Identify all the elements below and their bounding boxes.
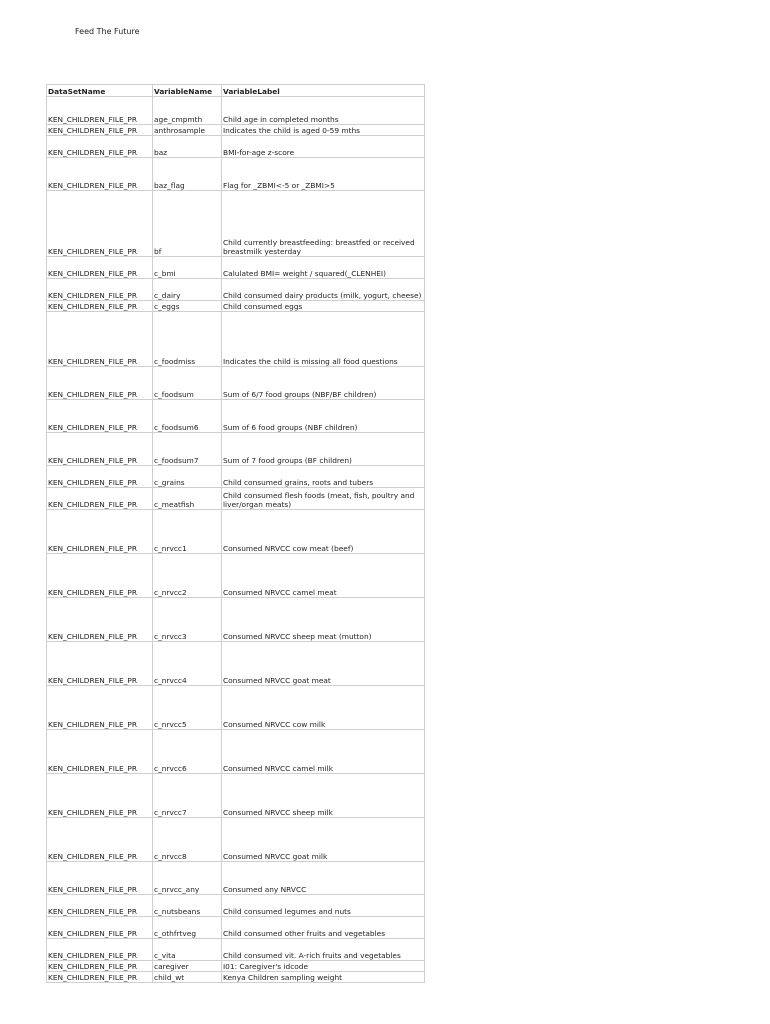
column-header-variable: VariableName [153,85,222,97]
variable-label-cell: Child consumed flesh foods (meat, fish, poultry and liver/organ meats) [222,488,425,510]
variable-label-cell: Consumed NRVCC camel meat [222,554,425,598]
dataset-cell: KEN_CHILDREN_FILE_PR [47,136,153,158]
table-row [47,136,425,158]
variable-name-cell: c_vita [153,939,222,961]
table-row [47,730,425,774]
variable-name-cell: baz_flag [153,158,222,191]
dataset-cell: KEN_CHILDREN_FILE_PR [47,862,153,895]
table-row [47,400,425,433]
variable-name-cell: c_nutsbeans [153,895,222,917]
table-row [47,312,425,367]
table-row [47,367,425,400]
dataset-cell: KEN_CHILDREN_FILE_PR [47,125,153,136]
dataset-cell: KEN_CHILDREN_FILE_PR [47,488,153,510]
dataset-cell: KEN_CHILDREN_FILE_PR [47,279,153,301]
variable-label-cell: Indicates the child is missing all food questions [222,312,425,367]
variable-label-cell: Consumed NRVCC goat milk [222,818,425,862]
variable-name-cell: c_meatfish [153,488,222,510]
table-row [47,774,425,818]
variable-name-cell: c_nrvcc1 [153,510,222,554]
variable-name-cell: age_cmpmth [153,97,222,125]
dataset-cell: KEN_CHILDREN_FILE_PR [47,158,153,191]
variable-label-cell: Child age in completed months [222,97,425,125]
variable-label-cell: Consumed NRVCC cow meat (beef) [222,510,425,554]
column-header-label: VariableLabel [222,85,425,97]
variable-label-cell: Calulated BMI= weight / squared(_CLENHEI) [222,257,425,279]
variable-label-cell: Child consumed other fruits and vegetables [222,917,425,939]
variable-label-cell: Sum of 7 food groups (BF children) [222,433,425,466]
table-row [47,686,425,730]
variable-label-cell: Kenya Children sampling weight [222,972,425,983]
page-header: Feed The Future [75,27,140,36]
dataset-cell: KEN_CHILDREN_FILE_PR [47,730,153,774]
dataset-cell: KEN_CHILDREN_FILE_PR [47,301,153,312]
table-row [47,939,425,961]
table-header-row [47,85,425,97]
table-row [47,598,425,642]
table-row [47,917,425,939]
variable-label-cell: Child consumed vit. A-rich fruits and vegetables [222,939,425,961]
variable-name-cell: child_wt [153,972,222,983]
table-row [47,895,425,917]
dataset-cell: KEN_CHILDREN_FILE_PR [47,466,153,488]
variable-name-cell: caregiver [153,961,222,972]
variable-label-cell: Consumed NRVCC sheep milk [222,774,425,818]
table-row [47,97,425,125]
variable-label-cell: Consumed any NRVCC [222,862,425,895]
variable-name-cell: c_foodmiss [153,312,222,367]
variable-label-cell: Sum of 6 food groups (NBF children) [222,400,425,433]
variable-label-cell: BMI-for-age z-score [222,136,425,158]
variable-name-cell: c_bmi [153,257,222,279]
table-row [47,191,425,257]
variable-name-cell: c_nrvcc6 [153,730,222,774]
variable-name-cell: baz [153,136,222,158]
dataset-cell: KEN_CHILDREN_FILE_PR [47,312,153,367]
variable-label-cell: Child consumed grains, roots and tubers [222,466,425,488]
variable-table [46,84,425,983]
table-row [47,510,425,554]
dataset-cell: KEN_CHILDREN_FILE_PR [47,895,153,917]
dataset-cell: KEN_CHILDREN_FILE_PR [47,917,153,939]
dataset-cell: KEN_CHILDREN_FILE_PR [47,972,153,983]
dataset-cell: KEN_CHILDREN_FILE_PR [47,642,153,686]
dataset-cell: KEN_CHILDREN_FILE_PR [47,97,153,125]
table-row [47,554,425,598]
table-row [47,125,425,136]
variable-name-cell: c_nrvcc2 [153,554,222,598]
variable-name-cell: c_nrvcc8 [153,818,222,862]
dataset-cell: KEN_CHILDREN_FILE_PR [47,257,153,279]
table-row [47,257,425,279]
variable-label-cell: Child consumed eggs [222,301,425,312]
table-row [47,279,425,301]
table-row [47,433,425,466]
table-row [47,862,425,895]
variable-name-cell: anthrosample [153,125,222,136]
dataset-cell: KEN_CHILDREN_FILE_PR [47,774,153,818]
variable-name-cell: c_foodsum6 [153,400,222,433]
variable-name-cell: c_dairy [153,279,222,301]
variable-label-cell: Flag for _ZBMI<-5 or _ZBMI>5 [222,158,425,191]
variable-name-cell: c_nrvcc5 [153,686,222,730]
variable-name-cell: c_foodsum [153,367,222,400]
dataset-cell: KEN_CHILDREN_FILE_PR [47,400,153,433]
variable-name-cell: c_nrvcc_any [153,862,222,895]
table-row [47,818,425,862]
variable-label-cell: Indicates the child is aged 0-59 mths [222,125,425,136]
column-header-dataset: DataSetName [47,85,153,97]
dataset-cell: KEN_CHILDREN_FILE_PR [47,510,153,554]
dataset-cell: KEN_CHILDREN_FILE_PR [47,686,153,730]
dataset-cell: KEN_CHILDREN_FILE_PR [47,961,153,972]
dataset-cell: KEN_CHILDREN_FILE_PR [47,939,153,961]
dataset-cell: KEN_CHILDREN_FILE_PR [47,191,153,257]
variable-label-cell: Consumed NRVCC camel milk [222,730,425,774]
table-row [47,488,425,510]
dataset-cell: KEN_CHILDREN_FILE_PR [47,433,153,466]
dataset-cell: KEN_CHILDREN_FILE_PR [47,818,153,862]
table-row [47,301,425,312]
variable-name-cell: c_grains [153,466,222,488]
dataset-cell: KEN_CHILDREN_FILE_PR [47,554,153,598]
variable-name-cell: c_nrvcc3 [153,598,222,642]
variable-label-cell: Consumed NRVCC cow milk [222,686,425,730]
table-row [47,642,425,686]
variable-name-cell: bf [153,191,222,257]
variable-name-cell: c_othfrtveg [153,917,222,939]
table-row [47,972,425,983]
table-row [47,961,425,972]
table-row [47,158,425,191]
variable-name-cell: c_nrvcc7 [153,774,222,818]
dataset-cell: KEN_CHILDREN_FILE_PR [47,367,153,400]
variable-name-cell: c_eggs [153,301,222,312]
variable-label-cell: Consumed NRVCC sheep meat (mutton) [222,598,425,642]
variable-name-cell: c_nrvcc4 [153,642,222,686]
variable-name-cell: c_foodsum7 [153,433,222,466]
variable-label-cell: Consumed NRVCC goat meat [222,642,425,686]
variable-label-cell: Child consumed dairy products (milk, yogurt, cheese) [222,279,425,301]
dataset-cell: KEN_CHILDREN_FILE_PR [47,598,153,642]
table-row [47,466,425,488]
variable-label-cell: Child currently breastfeeding: breastfed or received breastmilk yesterday [222,191,425,257]
variable-label-cell: Child consumed legumes and nuts [222,895,425,917]
variable-label-cell: Sum of 6/7 food groups (NBF/BF children) [222,367,425,400]
variable-label-cell: I01: Caregiver's idcode [222,961,425,972]
